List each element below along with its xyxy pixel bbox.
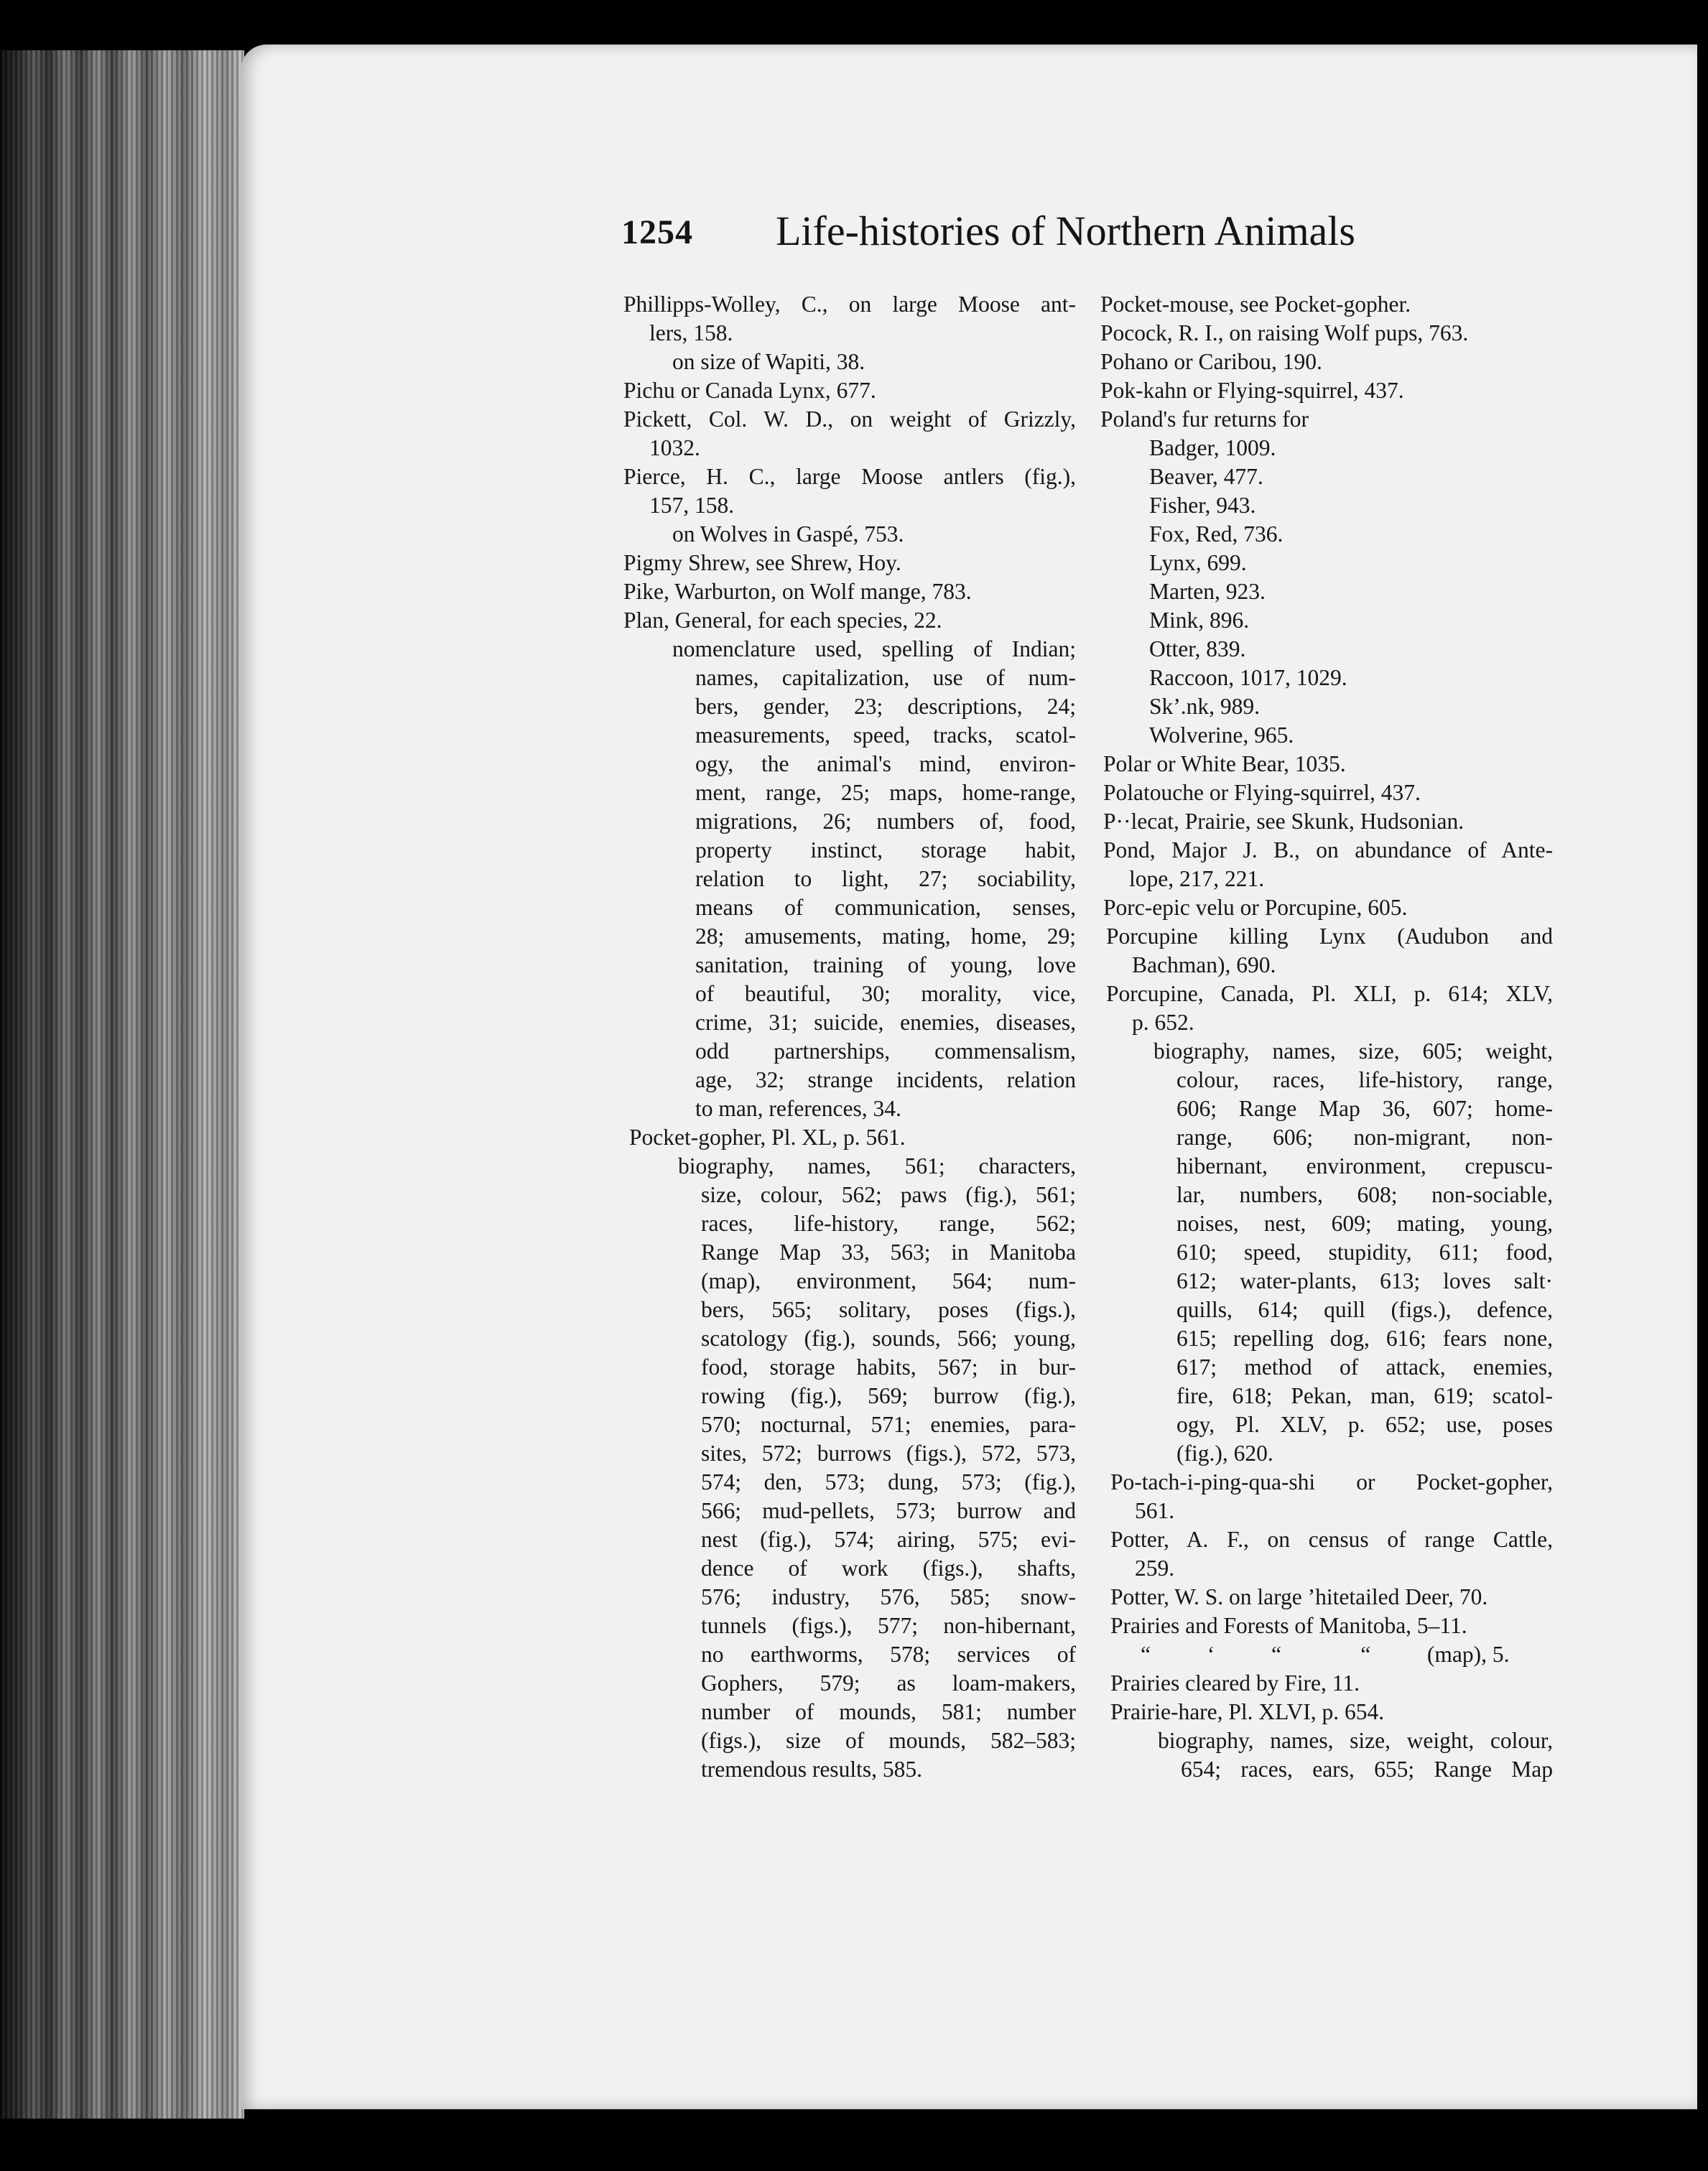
index-entry-line [623, 1008, 1076, 1037]
index-entry-line [1100, 549, 1553, 577]
index-entry-line [623, 807, 1076, 836]
index-entry-line [1100, 1008, 1553, 1037]
index-column-left [623, 290, 1076, 1784]
index-entry-text: 610; speed, stupidity, 611; food, [1176, 1240, 1553, 1265]
index-entry-text: 576; industry, 576, 585; snow- [701, 1584, 1076, 1609]
index-entry-line [623, 1267, 1076, 1296]
index-entry-text: means of communication, senses, [695, 895, 1076, 920]
index-entry-text: (fig.), 620. [1176, 1441, 1273, 1466]
index-column-right [1100, 290, 1553, 1784]
index-entry-line [623, 577, 1076, 606]
index-entry-line [1100, 348, 1553, 376]
index-entry-line [1100, 951, 1553, 980]
index-entry-text: Pigmy Shrew, see Shrew, Hoy. [623, 550, 901, 575]
index-entry-text: Potter, W. S. on large ʼhitetailed Deer, 70. [1110, 1584, 1488, 1609]
index-entry-text: 157, 158. [649, 493, 735, 518]
index-entry-line [623, 865, 1076, 893]
index-entry-line [623, 549, 1076, 577]
index-entry-line [623, 836, 1076, 865]
index-entry-text: measurements, speed, tracks, scatol- [695, 722, 1076, 748]
index-entry-line [1100, 1410, 1553, 1439]
index-entry-line [623, 405, 1076, 434]
index-entry-text: P··lecat, Prairie, see Skunk, Hudsonian. [1103, 809, 1465, 834]
index-entry-line [623, 721, 1076, 750]
index-entry-line [1100, 893, 1553, 922]
index-entry-line [623, 1755, 1076, 1784]
index-entry-line [1100, 980, 1553, 1008]
index-entry-line [1100, 1324, 1553, 1353]
index-entry-line [1100, 750, 1553, 778]
index-entry-line [1100, 1669, 1553, 1698]
index-entry-line [1100, 807, 1553, 836]
index-entry-text: 570; nocturnal, 571; enemies, para- [701, 1412, 1076, 1437]
index-entry-line [1100, 1698, 1553, 1726]
index-entry-text: 574; den, 573; dung, 573; (fig.), [701, 1469, 1076, 1494]
index-entry-line [1100, 1238, 1553, 1267]
index-entry-text: property instinct, storage habit, [695, 837, 1076, 863]
index-entry-line [1100, 1152, 1553, 1181]
index-entry-line [1100, 1525, 1553, 1554]
index-entry-line [623, 664, 1076, 692]
index-entry-text: number of mounds, 581; number [701, 1699, 1076, 1724]
index-entry-text: Po-tach-i-ping-qua-shi or Pocket-gopher, [1110, 1469, 1553, 1494]
index-entry-text: Fisher, 943. [1149, 493, 1256, 518]
index-entry-line [623, 750, 1076, 778]
index-entry-text: Mink, 896. [1149, 608, 1250, 633]
index-entry-text: range, 606; non-migrant, non- [1176, 1125, 1553, 1150]
index-entry-line [623, 1123, 1076, 1152]
index-entry-text: relation to light, 27; sociability, [695, 866, 1076, 891]
index-entry-text: Porcupine killing Lynx (Audubon and [1106, 924, 1553, 949]
index-entry-line [623, 980, 1076, 1008]
index-entry-text: Bachman), 690. [1132, 952, 1276, 977]
index-entry-line [1100, 1382, 1553, 1410]
index-entry-text: hibernant, environment, crepuscu- [1176, 1153, 1553, 1179]
index-entry-line [623, 1525, 1076, 1554]
index-entry-text: scatology (fig.), sounds, 566; young, [701, 1326, 1076, 1351]
index-entry-line [623, 1382, 1076, 1410]
index-entry-text: 561. [1135, 1498, 1175, 1523]
index-entry-text: Badger, 1009. [1149, 435, 1276, 460]
index-entry-text: (map), environment, 564; num- [701, 1268, 1076, 1293]
index-entry-text: Beaver, 477. [1149, 464, 1263, 489]
index-entry-line [623, 1669, 1076, 1698]
index-entry-line [1100, 865, 1553, 893]
index-entry-line [623, 1612, 1076, 1640]
index-entry-line [623, 1439, 1076, 1468]
index-entry-text: quills, 614; quill (figs.), defence, [1176, 1297, 1553, 1322]
index-entry-line [623, 491, 1076, 520]
index-entry-text: age, 32; strange incidents, relation [695, 1067, 1076, 1092]
index-entry-line [1100, 1554, 1553, 1583]
index-entry-line [1100, 462, 1553, 491]
index-entry-line [623, 1698, 1076, 1726]
index-entry-text: food, storage habits, 567; in bur- [701, 1354, 1076, 1380]
index-entry-line [1100, 606, 1553, 635]
index-entry-line [623, 1640, 1076, 1669]
page-header [621, 208, 1498, 266]
index-entry-text: bers, gender, 23; descriptions, 24; [695, 694, 1076, 719]
index-entry-line [623, 1238, 1076, 1267]
index-entry-text: colour, races, life-history, range, [1176, 1067, 1553, 1092]
index-entry-line [623, 1152, 1076, 1181]
page-title: Life-histories of Northern Animals [776, 208, 1355, 254]
index-entry-text: Prairies cleared by Fire, 11. [1110, 1670, 1360, 1696]
index-entry-line [1100, 1181, 1553, 1209]
index-entry-line [1100, 290, 1553, 319]
index-entry-line [1100, 1267, 1553, 1296]
index-entry-line [623, 692, 1076, 721]
index-entry-text: p. 652. [1132, 1010, 1194, 1035]
index-entry-line [1100, 721, 1553, 750]
index-entry-text: on size of Wapiti, 38. [672, 349, 865, 374]
index-entry-line [1100, 922, 1553, 951]
index-entry-text: migrations, 26; numbers of, food, [695, 809, 1076, 834]
index-entry-text: 566; mud-pellets, 573; burrow and [701, 1498, 1076, 1523]
index-entry-line [623, 1296, 1076, 1324]
index-entry-text: biography, names, size, 605; weight, [1154, 1038, 1553, 1064]
index-entry-text: Pohano or Caribou, 190. [1100, 349, 1322, 374]
index-entry-line [623, 893, 1076, 922]
index-entry-text: Fox, Red, 736. [1149, 521, 1284, 547]
index-entry-line [623, 520, 1076, 549]
index-entry-text: Polar or White Bear, 1035. [1103, 751, 1346, 776]
index-entry-line [1100, 1755, 1553, 1784]
index-entry-line [1100, 635, 1553, 664]
index-entry-text: Marten, 923. [1149, 579, 1266, 604]
index-entry-line [1100, 319, 1553, 348]
index-entry-text: Pichu or Canada Lynx, 677. [623, 378, 876, 403]
index-entry-line [623, 778, 1076, 807]
index-entry-text: tunnels (figs.), 577; non-hibernant, [701, 1613, 1076, 1638]
index-entry-text: rowing (fig.), 569; burrow (fig.), [701, 1383, 1076, 1408]
index-entry-text: 612; water-plants, 613; loves salt· [1176, 1268, 1553, 1293]
index-entry-text: lar, numbers, 608; non-sociable, [1176, 1182, 1553, 1207]
index-entry-text: lope, 217, 221. [1129, 866, 1265, 891]
index-entry-text: nomenclature used, spelling of Indian; [672, 636, 1076, 661]
index-entry-text: no earthworms, 578; services of [701, 1642, 1076, 1667]
index-entry-line [1100, 1468, 1553, 1497]
index-entry-line [1100, 1439, 1553, 1468]
index-entry-line [623, 1209, 1076, 1238]
index-entry-text: 617; method of attack, enemies, [1176, 1354, 1553, 1380]
index-entry-text: sites, 572; burrows (figs.), 572, 573, [701, 1441, 1076, 1466]
index-entry-line [1100, 1209, 1553, 1238]
index-entry-text: Plan, General, for each species, 22. [623, 608, 942, 633]
index-entry-line [623, 376, 1076, 405]
index-entry-text: dence of work (figs.), shafts, [701, 1556, 1076, 1581]
index-entry-text: sanitation, training of young, love [695, 952, 1076, 977]
index-entry-line [1100, 1353, 1553, 1382]
index-entry-text: noises, nest, 609; mating, young, [1176, 1211, 1553, 1236]
index-entry-line [623, 1468, 1076, 1497]
index-entry-text: 259. [1135, 1556, 1175, 1581]
index-entry-text: 654; races, ears, 655; Range Map [1181, 1757, 1553, 1782]
index-entry-text: “ ‘ “ “ (map), 5. [1141, 1642, 1510, 1667]
index-entry-line [1100, 1497, 1553, 1525]
index-entry-line [1100, 434, 1553, 462]
index-entry-text: crime, 31; suicide, enemies, diseases, [695, 1010, 1076, 1035]
index-entry-text: lers, 158. [649, 320, 733, 345]
index-entry-text: Pocket-gopher, Pl. XL, p. 561. [629, 1125, 906, 1150]
index-entry-text: 1032. [649, 435, 700, 460]
index-entry-text: Otter, 839. [1149, 636, 1246, 661]
index-entry-text: Pond, Major J. B., on abundance of Ante- [1103, 837, 1553, 863]
index-entry-text: Potter, A. F., on census of range Cattle, [1110, 1527, 1553, 1552]
index-entry-text: Prairie-hare, Pl. XLVI, p. 654. [1110, 1699, 1385, 1724]
index-entry-line [1100, 664, 1553, 692]
index-entry-line [623, 635, 1076, 664]
index-entry-line [623, 1094, 1076, 1123]
index-entry-text: Phillipps-Wolley, C., on large Moose ant- [623, 292, 1076, 317]
index-entry-text: biography, names, size, weight, colour, [1158, 1728, 1553, 1753]
index-entry-text: (figs.), size of mounds, 582–583; [701, 1728, 1076, 1753]
page-number: 1254 [621, 213, 693, 251]
index-entry-text: 28; amusements, mating, home, 29; [695, 924, 1076, 949]
index-entry-line [623, 1583, 1076, 1612]
index-entry-text: Pierce, H. C., large Moose antlers (fig.), [623, 464, 1076, 489]
index-entry-line [1100, 1066, 1553, 1094]
index-entry-line [623, 319, 1076, 348]
index-entry-text: 615; repelling dog, 616; fears none, [1176, 1326, 1553, 1351]
index-entry-line [1100, 520, 1553, 549]
index-entry-text: bers, 565; solitary, poses (figs.), [701, 1297, 1076, 1322]
index-entry-text: to man, references, 34. [695, 1096, 901, 1121]
index-entry-line [1100, 1726, 1553, 1755]
index-entry-text: races, life-history, range, 562; [701, 1211, 1076, 1236]
index-entry-text: Wolverine, 965. [1149, 722, 1294, 748]
index-entry-line [1100, 491, 1553, 520]
index-entry-text: Gophers, 579; as loam-makers, [701, 1670, 1076, 1696]
index-entry-text: Lynx, 699. [1149, 550, 1247, 575]
index-entry-text: tremendous results, 585. [701, 1757, 922, 1782]
index-entry-line [623, 462, 1076, 491]
index-entry-line [623, 1037, 1076, 1066]
index-entry-line [623, 348, 1076, 376]
index-entry-text: on Wolves in Gaspé, 753. [672, 521, 904, 547]
index-entry-line [623, 1726, 1076, 1755]
index-entry-text: ogy, the animal's mind, environ- [695, 751, 1076, 776]
index-entry-line [623, 1497, 1076, 1525]
index-entry-text: size, colour, 562; paws (fig.), 561; [701, 1182, 1076, 1207]
index-entry-text: Pok-kahn or Flying-squirrel, 437. [1100, 378, 1404, 403]
index-entry-text: fire, 618; Pekan, man, 619; scatol- [1176, 1383, 1553, 1408]
index-entry-text: nest (fig.), 574; airing, 575; evi- [701, 1527, 1076, 1552]
index-entry-text: Pocock, R. I., on raising Wolf pups, 763. [1100, 320, 1469, 345]
index-entry-line [1100, 1094, 1553, 1123]
index-entry-text: Pickett, Col. W. D., on weight of Grizzly, [623, 406, 1076, 432]
index-entry-line [623, 1554, 1076, 1583]
index-entry-line [1100, 1123, 1553, 1152]
index-entry-line [623, 606, 1076, 635]
index-entry-line [623, 922, 1076, 951]
index-entry-line [623, 1181, 1076, 1209]
index-entry-line [1100, 405, 1553, 434]
index-entry-text: Poland's fur returns for [1100, 406, 1309, 432]
index-entry-line [623, 1353, 1076, 1382]
index-entry-line [623, 1410, 1076, 1439]
index-entry-line [1100, 1296, 1553, 1324]
index-entry-text: odd partnerships, commensalism, [695, 1038, 1076, 1064]
index-entry-text: Pocket-mouse, see Pocket-gopher. [1100, 292, 1411, 317]
index-entry-line [1100, 1583, 1553, 1612]
index-entry-line [1100, 376, 1553, 405]
index-entry-line [1100, 692, 1553, 721]
index-entry-line [1100, 1037, 1553, 1066]
index-entry-line [623, 1324, 1076, 1353]
index-entry-text: Polatouche or Flying-squirrel, 437. [1103, 780, 1421, 805]
index-entry-line [623, 434, 1076, 462]
index-entry-text: Raccoon, 1017, 1029. [1149, 665, 1347, 690]
index-entry-text: biography, names, 561; characters, [678, 1153, 1076, 1179]
index-entry-text: Prairies and Forests of Manitoba, 5–11. [1110, 1613, 1467, 1638]
index-entry-text: Porcupine, Canada, Pl. XLI, p. 614; XLV, [1106, 981, 1553, 1006]
index-entry-line [1100, 577, 1553, 606]
index-entry-line [623, 951, 1076, 980]
index-entry-line [1100, 1640, 1553, 1669]
index-entry-text: 606; Range Map 36, 607; home- [1176, 1096, 1553, 1121]
index-entry-text: Range Map 33, 563; in Manitoba [701, 1240, 1076, 1265]
index-entry-line [1100, 836, 1553, 865]
index-entry-text: Sk’.nk, 989. [1149, 694, 1261, 719]
index-entry-text: Porc-epic velu or Porcupine, 605. [1103, 895, 1408, 920]
index-entry-line [1100, 1612, 1553, 1640]
index-entry-text: names, capitalization, use of num- [695, 665, 1076, 690]
book-page-edges [0, 50, 244, 2119]
index-entry-text: ment, range, 25; maps, home-range, [695, 780, 1076, 805]
index-entry-text: ogy, Pl. XLV, p. 652; use, poses [1176, 1412, 1553, 1437]
index-entry-line [623, 1066, 1076, 1094]
index-entry-text: Pike, Warburton, on Wolf mange, 783. [623, 579, 972, 604]
index-entry-line [1100, 778, 1553, 807]
index-entry-line [623, 290, 1076, 319]
index-entry-text: of beautiful, 30; morality, vice, [695, 981, 1076, 1006]
